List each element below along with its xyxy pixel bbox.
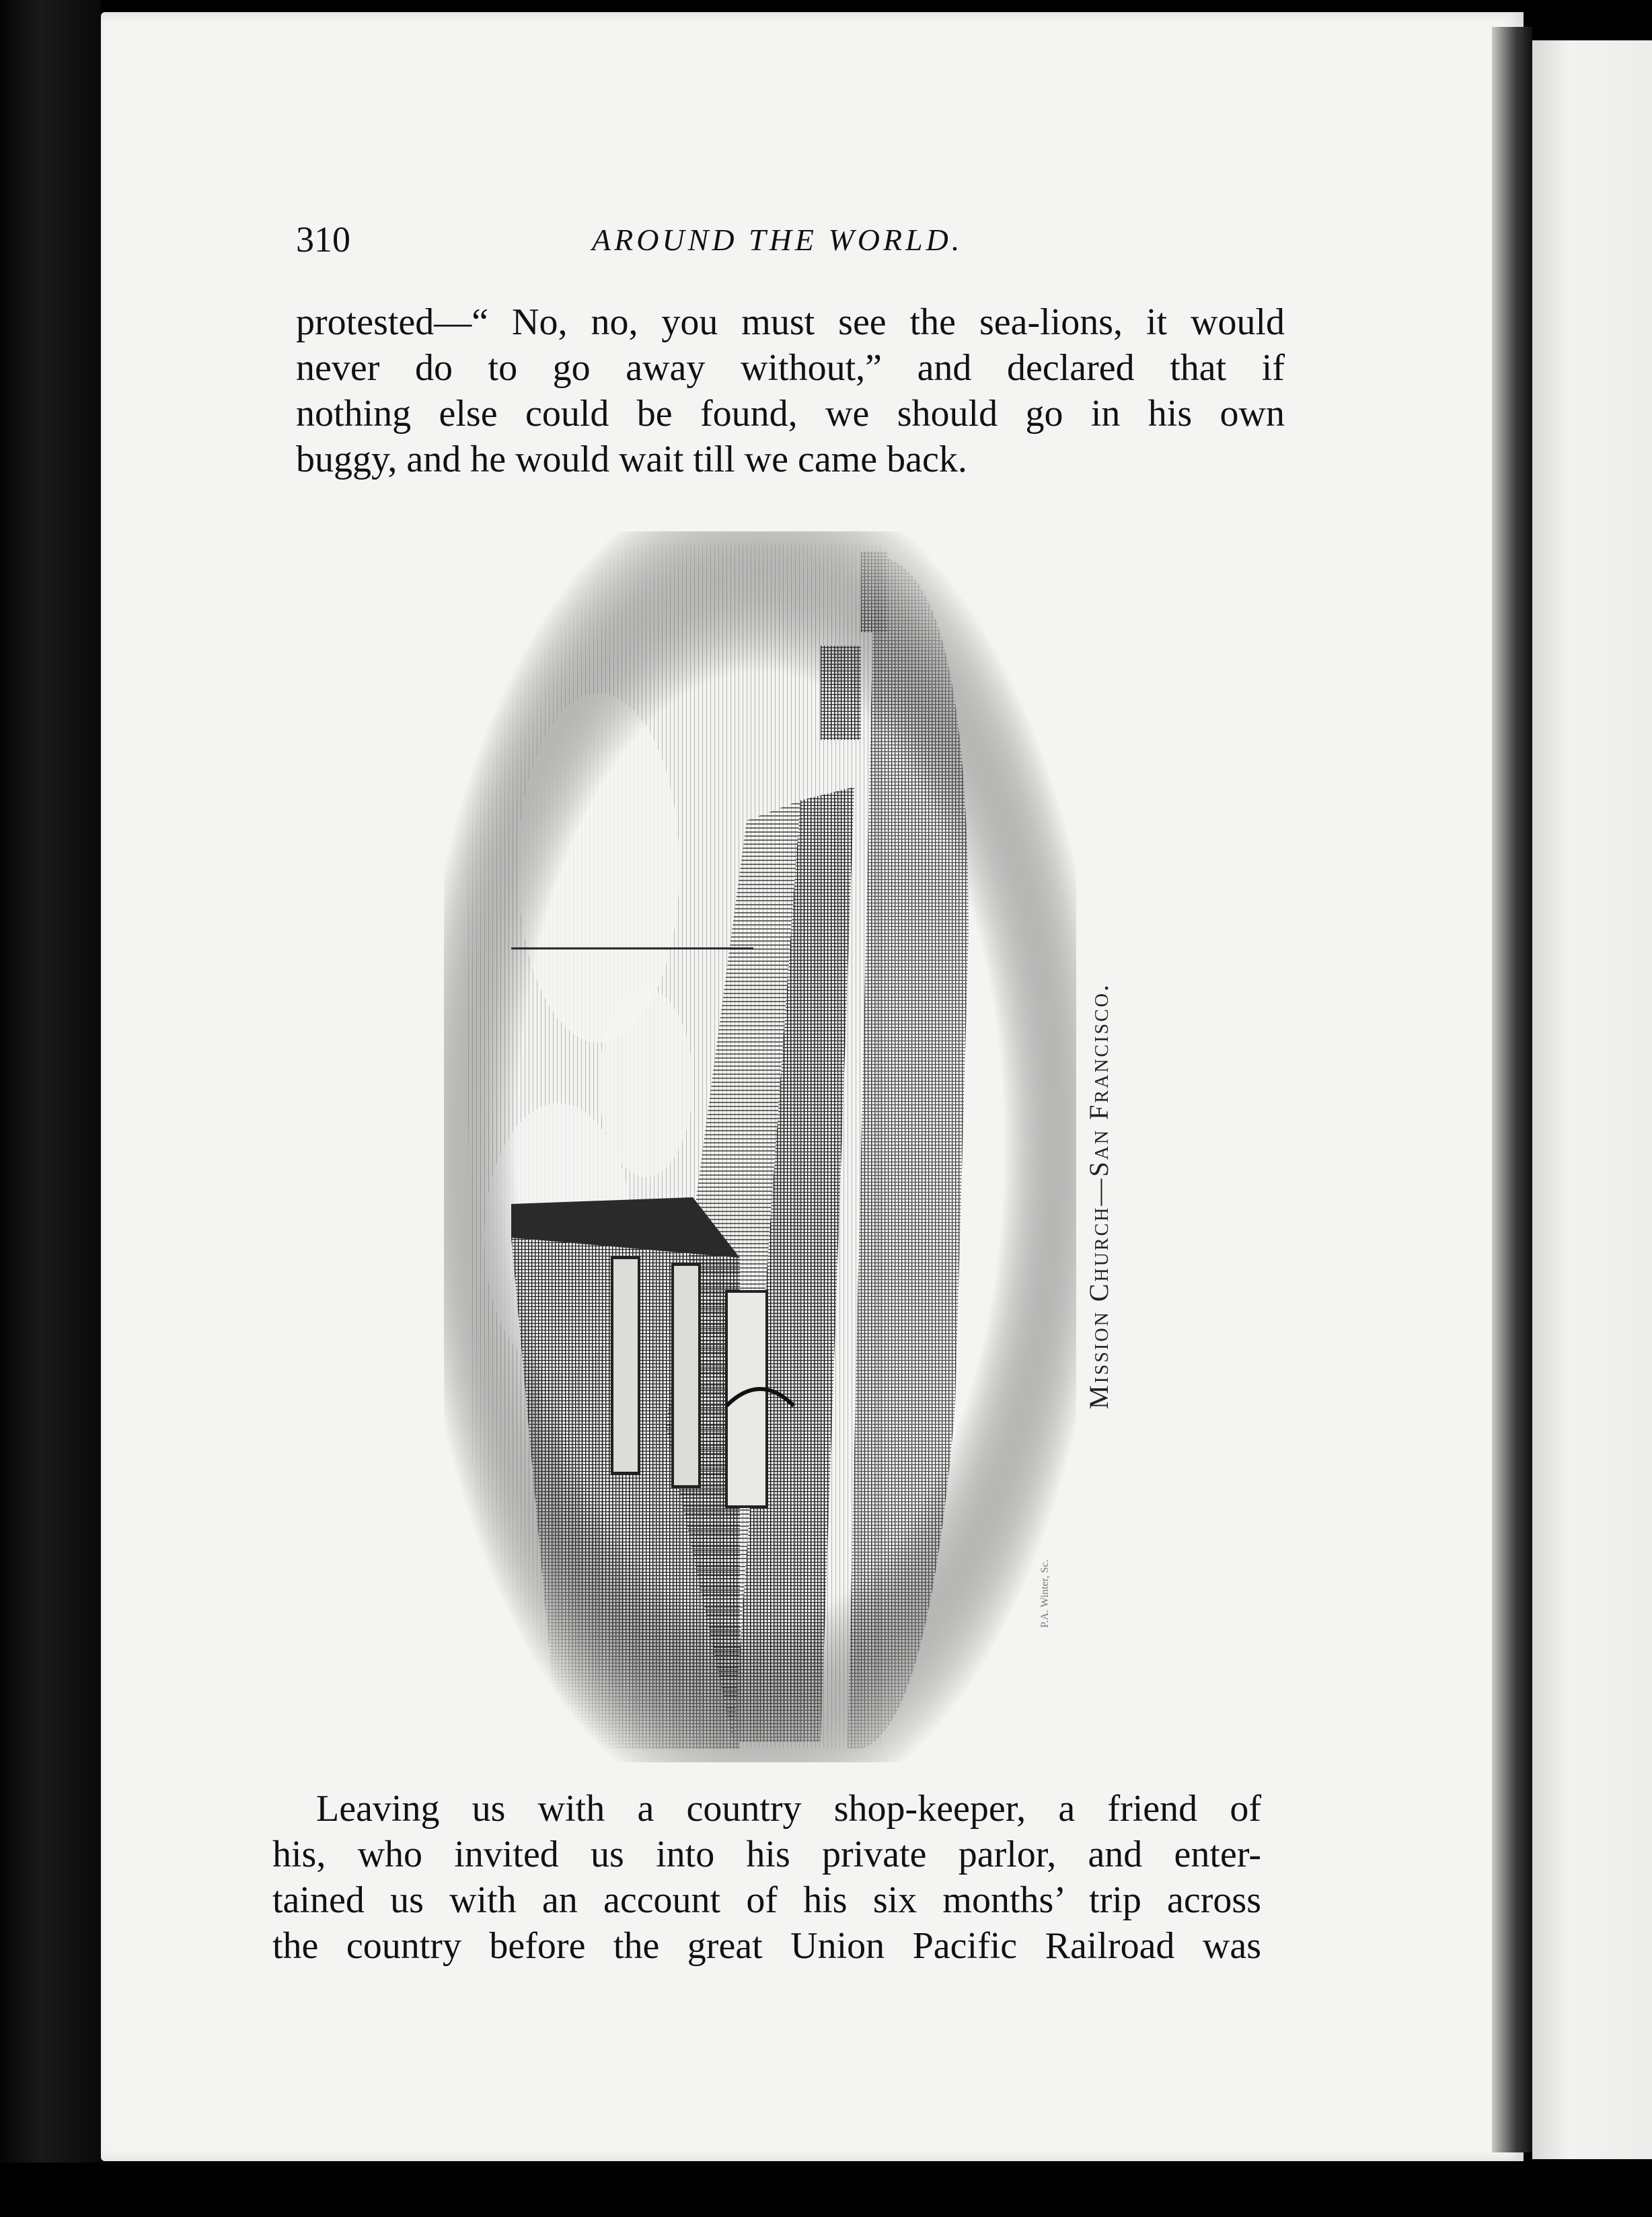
text-line: nothing else could be found, we should go in his own [296,393,1285,435]
text-line: Leaving us with a country shop-keeper, a friend of [316,1788,1261,1830]
text-line: his, who invited us into his private parlor, and enter- [272,1834,1261,1875]
bottom-paragraph [272,1786,1261,1969]
scan-border [0,2163,1652,2217]
text-line: never do to go away without,” and declared that if [296,347,1285,389]
mission-church-engraving [444,531,1076,1762]
text-line: buggy, and he would wait till we came back. [296,439,967,480]
page-number: 310 [296,219,350,260]
top-paragraph [296,299,1285,482]
text-line: tained us with an account of his six months’ trip across [272,1879,1261,1921]
page-header [296,219,1291,266]
page-gutter [1492,27,1532,2152]
running-head: AROUND THE WORLD. [592,223,963,257]
text-line: the country before the great Union Pacific Railroad was [272,1925,1261,1967]
facing-page-edge [1532,40,1652,2159]
illustration-caption: Mission Church—San Francisco. [1084,982,1114,1409]
engraver-mark: P.A. Winter, Sc. [1039,1559,1051,1628]
book-spine [0,0,101,2217]
text-line: protested—“ No, no, you must see the sea-lions, it would [296,301,1285,343]
